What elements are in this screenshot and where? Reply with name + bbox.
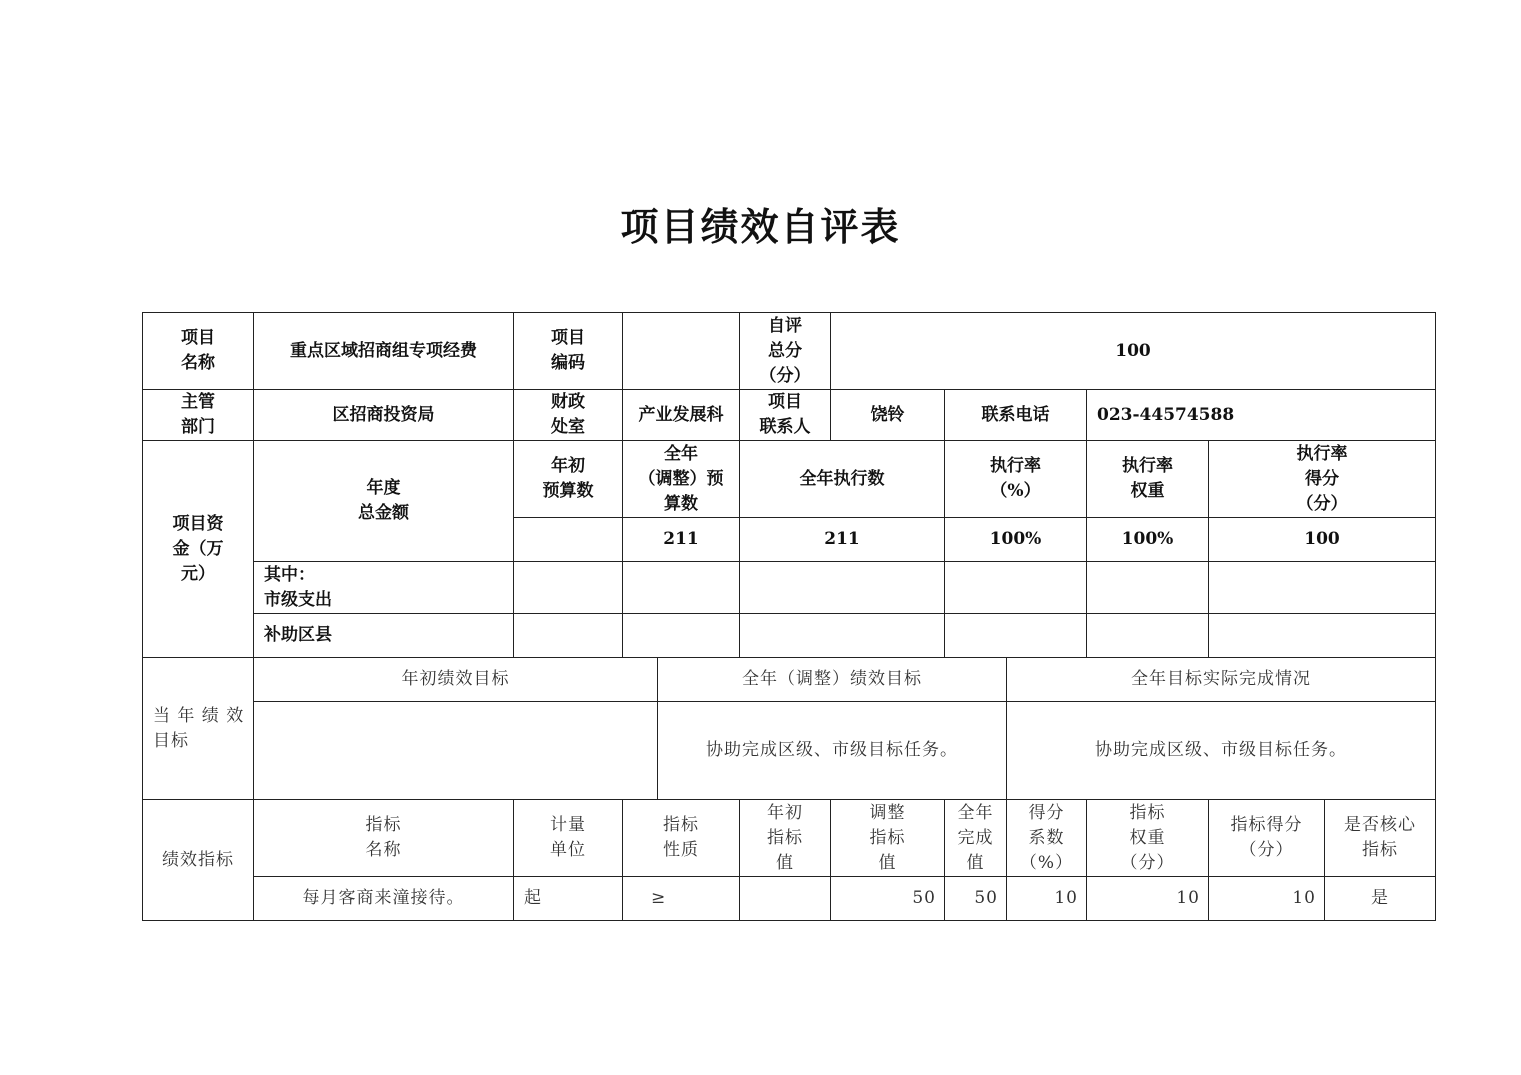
goals-initial-header: 年初绩效目标 (254, 658, 658, 702)
indicator-score-value: 10 (1209, 877, 1325, 921)
project-code-label: 项目 编码 (514, 313, 623, 390)
contact-value: 饶铃 (831, 390, 945, 441)
funds-municipal-row (143, 562, 1436, 614)
indicator-fullyear-value: 50 (945, 877, 1007, 921)
indicator-unit-header: 计量 单位 (514, 800, 623, 877)
funds-municipal-label: 其中： 市级支出 (254, 562, 514, 614)
phone-label: 联系电话 (945, 390, 1087, 441)
goals-label: 当 年 绩 效 目标 (143, 658, 254, 800)
indicator-nature-value: ≥ (623, 877, 740, 921)
contact-label: 项目 联系人 (740, 390, 831, 441)
funds-initial-value (514, 518, 623, 562)
indicator-core-header: 是否核心 指标 (1325, 800, 1436, 877)
funds-label: 项目资 金（万 元） (143, 441, 254, 658)
goals-adjusted-value: 协助完成区级、市级目标任务。 (658, 702, 1007, 800)
project-name-value: 重点区域招商组专项经费 (254, 313, 514, 390)
goals-header-row (143, 658, 1436, 702)
funds-weight-header: 执行率 权重 (1087, 441, 1209, 518)
finance-office-value: 产业发展科 (623, 390, 740, 441)
funds-adjusted-header: 全年 （调整）预 算数 (623, 441, 740, 518)
department-value: 区招商投资局 (254, 390, 514, 441)
funds-rate-header: 执行率 （%） (945, 441, 1087, 518)
funds-municipal-score (1209, 562, 1436, 614)
funds-municipal-initial (514, 562, 623, 614)
funds-score-value: 100 (1209, 518, 1436, 562)
table-row (143, 877, 1436, 921)
phone-value: 023-44574588 (1087, 390, 1436, 441)
indicator-score-header: 指标得分 （分） (1209, 800, 1325, 877)
indicator-initial-header: 年初 指标 值 (740, 800, 831, 877)
indicator-core-value: 是 (1325, 877, 1436, 921)
funds-county-initial (514, 614, 623, 658)
funds-initial-header: 年初 预算数 (514, 441, 623, 518)
funds-county-row (143, 614, 1436, 658)
indicator-adjusted-value: 50 (831, 877, 945, 921)
funds-executed-header: 全年执行数 (740, 441, 945, 518)
indicator-coefficient-value: 10 (1007, 877, 1087, 921)
funds-executed-value: 211 (740, 518, 945, 562)
project-name-label: 项目 名称 (143, 313, 254, 390)
indicator-coefficient-header: 得分 系数 （%） (1007, 800, 1087, 877)
indicators-header-row (143, 800, 1436, 877)
project-info-row (143, 313, 1436, 390)
funds-county-weight (1087, 614, 1209, 658)
funds-municipal-weight (1087, 562, 1209, 614)
goals-actual-header: 全年目标实际完成情况 (1007, 658, 1436, 702)
indicator-adjusted-header: 调整 指标 值 (831, 800, 945, 877)
goals-actual-value: 协助完成区级、市级目标任务。 (1007, 702, 1436, 800)
project-code-value (623, 313, 740, 390)
indicator-fullyear-header: 全年 完成 值 (945, 800, 1007, 877)
indicator-name-header: 指标 名称 (254, 800, 514, 877)
page-title: 项目绩效自评表 (620, 204, 901, 249)
indicator-initial-value (740, 877, 831, 921)
goals-initial-value (254, 702, 658, 800)
funds-weight-value: 100% (1087, 518, 1209, 562)
indicator-name-value: 每月客商来潼接待。 (254, 877, 514, 921)
funds-rate-value: 100% (945, 518, 1087, 562)
finance-office-label: 财政 处室 (514, 390, 623, 441)
goals-adjusted-header: 全年（调整）绩效目标 (658, 658, 1007, 702)
indicator-nature-header: 指标 性质 (623, 800, 740, 877)
goals-values-row (143, 702, 1436, 800)
funds-header-row (143, 441, 1436, 518)
department-row (143, 390, 1436, 441)
total-score-value: 100 (831, 313, 1436, 390)
funds-county-rate (945, 614, 1087, 658)
funds-municipal-executed (740, 562, 945, 614)
funds-score-header: 执行率 得分 （分） (1209, 441, 1436, 518)
department-label: 主管 部门 (143, 390, 254, 441)
funds-total-header: 年度 总金额 (254, 441, 514, 562)
indicator-weight-value: 10 (1087, 877, 1209, 921)
funds-adjusted-value: 211 (623, 518, 740, 562)
indicators-label: 绩效指标 (143, 800, 254, 921)
indicator-weight-header: 指标 权重 （分） (1087, 800, 1209, 877)
total-score-label: 自评 总分 （分） (740, 313, 831, 390)
funds-county-label: 补助区县 (254, 614, 514, 658)
indicator-unit-value: 起 (514, 877, 623, 921)
funds-county-executed (740, 614, 945, 658)
funds-municipal-adjusted (623, 562, 740, 614)
funds-county-adjusted (623, 614, 740, 658)
evaluation-table (142, 312, 1436, 921)
funds-county-score (1209, 614, 1436, 658)
funds-municipal-rate (945, 562, 1087, 614)
